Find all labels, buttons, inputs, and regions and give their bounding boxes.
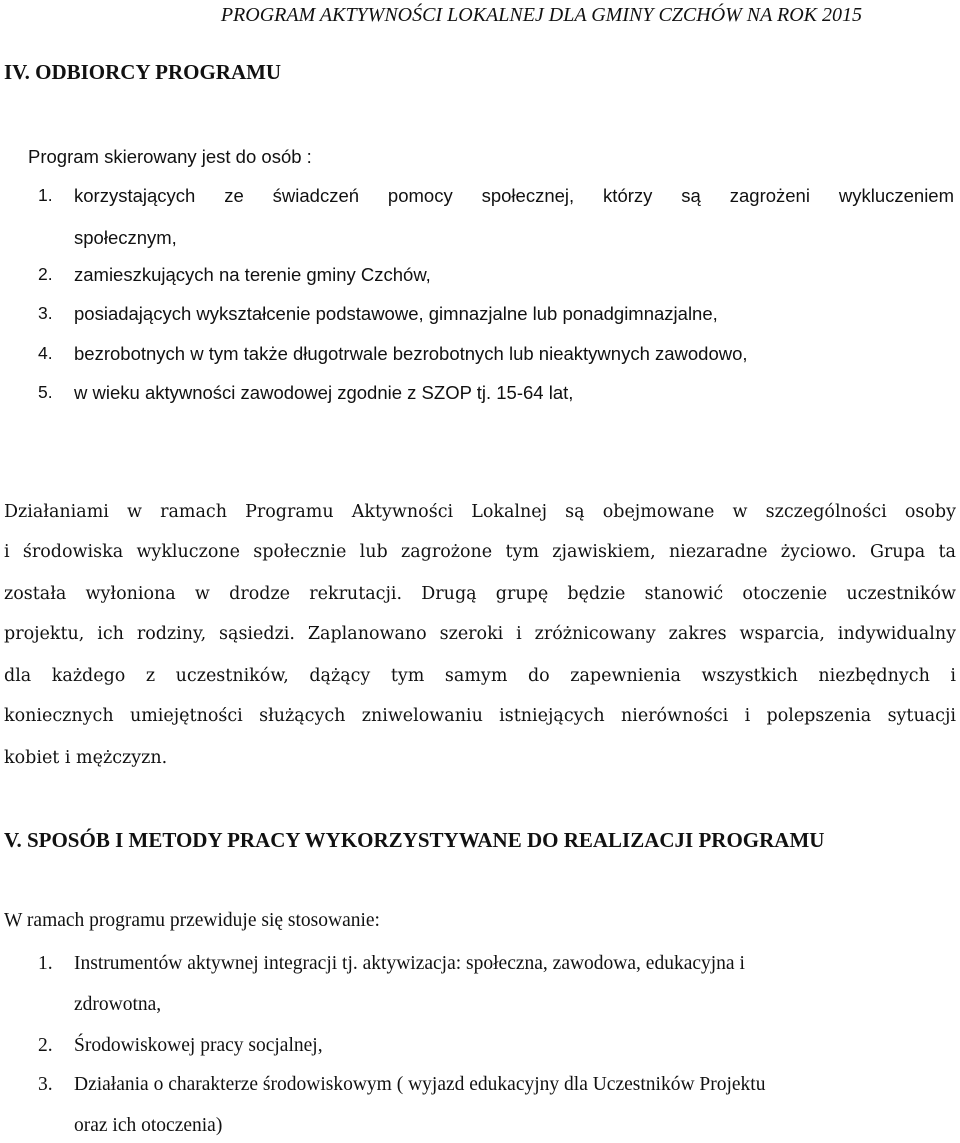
- paragraph-line: i środowiska wykluczone społecznie lub zagrożone tym zjawiskiem, niezaradne życiowo. Grupa ta: [4, 542, 956, 562]
- list-item-number: 3.: [38, 303, 53, 323]
- list-item-text-continued: oraz ich otoczenia): [74, 1115, 223, 1136]
- list-item-number: 1.: [38, 953, 53, 974]
- list-item-text: Instrumentów aktywnej integracji tj. aktywizacja: społeczna, zawodowa, edukacyjna i: [74, 953, 745, 974]
- section-iv-heading: IV. ODBIORCY PROGRAMU: [4, 60, 282, 84]
- list-item-number: 5.: [38, 382, 53, 402]
- section-iv-intro: Program skierowany jest do osób :: [28, 146, 312, 167]
- list-item-number: 2.: [38, 1035, 53, 1056]
- list-item-number: 2.: [38, 264, 53, 284]
- paragraph-line: dla każdego z uczestników, dążący tym samym do zapewnienia wszystkich niezbędnych i: [4, 666, 956, 686]
- list-item-text: Środowiskowej pracy socjalnej,: [74, 1035, 323, 1056]
- list-item-number: 3.: [38, 1074, 53, 1095]
- paragraph-line: koniecznych umiejętności służących zniwelowaniu istniejących nierówności i polepszenia sytuacji: [4, 706, 956, 726]
- list-item-text: korzystających ze świadczeń pomocy społecznej, którzy są zagrożeni wykluczeniem: [74, 185, 954, 206]
- section-v-intro: W ramach programu przewiduje się stosowanie:: [4, 910, 380, 931]
- list-item-text: w wieku aktywności zawodowej zgodnie z SZOP tj. 15-64 lat,: [74, 382, 574, 403]
- list-item-text: zamieszkujących na terenie gminy Czchów,: [74, 264, 431, 285]
- list-item-number: 4.: [38, 343, 53, 363]
- paragraph-line: projektu, ich rodziny, sąsiedzi. Zaplanowano szeroki i zróżnicowany zakres wsparcia, indywidualny: [4, 624, 956, 644]
- list-item-text: posiadających wykształcenie podstawowe, gimnazjalne lub ponadgimnazjalne,: [74, 303, 718, 324]
- running-header: PROGRAM AKTYWNOŚCI LOKALNEJ DLA GMINY CZCHÓW NA ROK 2015: [220, 4, 862, 26]
- list-item-number: 1.: [38, 185, 53, 205]
- list-item-text-continued: zdrowotna,: [74, 994, 162, 1015]
- paragraph-line: została wyłoniona w drodze rekrutacji. Drugą grupę będzie stanowić otoczenie uczestników: [4, 584, 956, 604]
- paragraph-line: kobiet i mężczyzn.: [4, 748, 168, 768]
- list-item-text-continued: społecznym,: [74, 227, 177, 248]
- list-item-text: bezrobotnych w tym także długotrwale bezrobotnych lub nieaktywnych zawodowo,: [74, 343, 748, 364]
- list-item-text: Działania o charakterze środowiskowym ( wyjazd edukacyjny dla Uczestników Projektu: [74, 1074, 766, 1095]
- section-v-heading: V. SPOSÓB I METODY PRACY WYKORZYSTYWANE DO REALIZACJI PROGRAMU: [4, 828, 825, 852]
- paragraph-line: Działaniami w ramach Programu Aktywności Lokalnej są obejmowane w szczególności osoby: [4, 502, 956, 522]
